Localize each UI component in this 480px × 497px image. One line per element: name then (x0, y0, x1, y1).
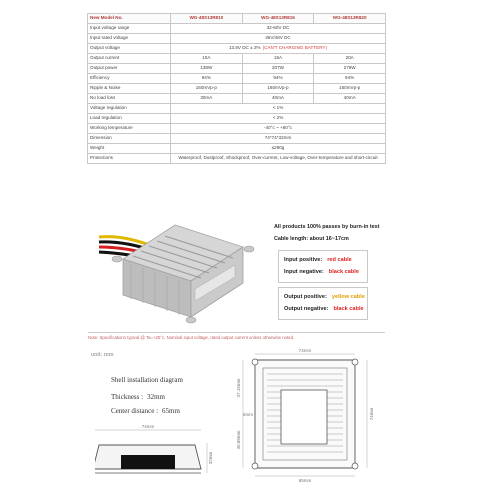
spec-span-cell (171, 44, 386, 54)
top-view-drawing (233, 348, 383, 484)
spec-row (88, 134, 386, 144)
output-cable-box (278, 287, 368, 320)
spec-row (88, 34, 386, 44)
spec-span-value: Waterproof, Dustproof, Shockproof, Over-current, Low-voltage, Over-temperature and short-circuit (178, 155, 378, 161)
spec-span-cell (171, 154, 386, 164)
spec-cell: 15A (242, 54, 314, 64)
spec-row (88, 104, 386, 114)
spec-cell: 138W (171, 64, 243, 74)
top-width-dim: 74mm (298, 348, 312, 353)
spec-span-value: 74*74*32mm (264, 135, 292, 141)
thickness-label: Thickness : (111, 393, 144, 401)
spec-cell: 10A (171, 54, 243, 64)
spec-row (88, 64, 386, 74)
specification-note: Note: Specifications typical @ Ta=+25°c, Nominal input voltage, rated output current unless otherwise noted. (88, 332, 385, 340)
output-negative-row (284, 306, 364, 312)
spec-span-value: ≤290g (271, 145, 285, 151)
spec-header-row (88, 14, 386, 24)
unit-label: unit: mm (91, 351, 114, 358)
output-positive-label: Output positive: (284, 294, 327, 300)
center-distance-text (111, 407, 180, 415)
spec-row (88, 124, 386, 134)
spec-row-label: Output current (88, 54, 171, 64)
spec-cell: 40mA (314, 94, 386, 104)
spec-row (88, 54, 386, 64)
spec-span-cell (171, 34, 386, 44)
input-positive-value: red cable (327, 257, 352, 263)
spec-cell: 160mVp-p (171, 84, 243, 94)
converter-product-image (91, 219, 271, 325)
spec-span-note: (CAN'T CHARGING BATTERY) (262, 45, 328, 51)
spec-row (88, 44, 386, 54)
spec-row-label: Weight (88, 144, 171, 154)
spec-table (87, 13, 386, 164)
spec-row-label: Output power (88, 64, 171, 74)
left-lower-dim: 36.88mm (236, 430, 241, 450)
spec-span-cell (171, 104, 386, 114)
spec-row-label: Dimension (88, 134, 171, 144)
header-model-3: WG-48S13R820 (314, 14, 386, 24)
input-positive-row (284, 257, 352, 263)
spec-span-value: 32-60V DC (266, 25, 290, 31)
input-cable-box (278, 250, 368, 283)
output-positive-row (284, 294, 365, 300)
thickness-text (111, 393, 165, 401)
cable-length-text: Cable length: about 16~17cm (274, 236, 349, 242)
center-label-plate (281, 390, 327, 444)
spec-row-label: Input voltage range (88, 24, 171, 34)
spec-row-label: Load regulation (88, 114, 171, 124)
spec-row-label: Efficiency (88, 74, 171, 84)
header-model-1: WG-48S13R810 (171, 14, 243, 24)
bottom-center-dim: 65mm (298, 478, 312, 483)
spec-row-label: Output voltage (88, 44, 171, 54)
spec-cell: 20A (314, 54, 386, 64)
side-width-dim: 74mm (141, 425, 155, 429)
spec-cell: 40mA (242, 94, 314, 104)
spec-cell: 30mA (171, 94, 243, 104)
small-offset-dim: 5mm (243, 412, 253, 417)
shell-diagram-title: Shell installation diagram (111, 376, 183, 384)
output-positive-value: yellow cable (331, 294, 365, 300)
spec-row-label: Ripple & Noise (88, 84, 171, 94)
left-upper-dim: 37.15mm (236, 378, 241, 398)
side-height-dim: 32mm (208, 451, 213, 465)
spec-span-value: 36V/48V DC (265, 35, 291, 41)
spec-row-label: Voltage regulation (88, 104, 171, 114)
spec-row (88, 74, 386, 84)
spec-row-label: Protections (88, 154, 171, 164)
spec-cell: 94% (314, 74, 386, 84)
spec-row-label: Input rated voltage (88, 34, 171, 44)
output-negative-value: black cable (333, 306, 364, 312)
center-distance-label: Center distance : (111, 407, 159, 415)
mount-hole-tr (352, 359, 358, 365)
input-negative-row (284, 269, 359, 275)
spec-span-value: -40°c ~ +80°c (264, 125, 292, 131)
spec-sheet (87, 13, 386, 484)
input-negative-value: black cable (328, 269, 359, 275)
mount-hole-bl (252, 463, 258, 469)
mount-hole-tl (252, 359, 258, 365)
spec-cell: 94% (242, 74, 314, 84)
spec-span-cell (171, 124, 386, 134)
spec-span-cell (171, 144, 386, 154)
input-positive-label: Input positive: (284, 257, 323, 263)
spec-row (88, 94, 386, 104)
header-model-2: WG-48S13R815 (242, 14, 314, 24)
spec-span-cell (171, 114, 386, 124)
spec-cell: 160mVp-p (314, 84, 386, 94)
spec-row-label: Working temperature (88, 124, 171, 134)
spec-cell: 207W (242, 64, 314, 74)
thickness-value: 32mm (147, 393, 165, 401)
spec-row (88, 154, 386, 164)
output-negative-label: Output negative: (284, 306, 329, 312)
spec-span-value: < 1% (272, 105, 284, 111)
right-height-dim: 74mm (369, 407, 374, 421)
mount-hole-br (352, 463, 358, 469)
spec-row (88, 24, 386, 34)
spec-cell: 94% (171, 74, 243, 84)
side-connector-block (121, 455, 175, 469)
product-section (87, 219, 386, 329)
spec-row (88, 114, 386, 124)
spec-row-label: No load loss (88, 94, 171, 104)
spec-cell: 276W (314, 64, 386, 74)
spec-span-value: < 2% (272, 115, 284, 121)
spec-span-cell (171, 24, 386, 34)
spec-cell: 160mVp-p (242, 84, 314, 94)
burn-in-test-text: All products 100% passes by burn-in test (274, 224, 380, 230)
spec-row (88, 144, 386, 154)
header-model-label: New Model No. (88, 14, 171, 24)
input-negative-label: Input negative: (284, 269, 324, 275)
spec-span-value: 13.8V DC ± 2% (228, 45, 261, 51)
spec-span-cell (171, 134, 386, 144)
side-view-drawing (95, 425, 215, 481)
spec-row (88, 84, 386, 94)
center-distance-value: 65mm (162, 407, 180, 415)
